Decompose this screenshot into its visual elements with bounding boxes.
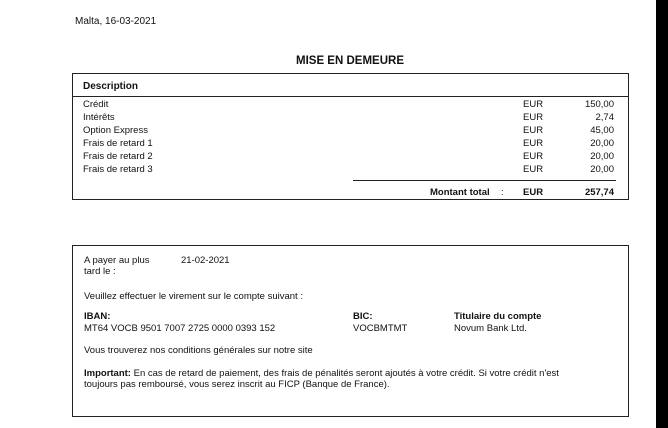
charge-amount: 150,00 — [584, 99, 614, 110]
charge-row — [73, 151, 628, 164]
pay-by-date: 21-02-2021 — [181, 255, 230, 266]
place-date: Malta, 16-03-2021 — [75, 16, 157, 27]
charge-currency: EUR — [523, 138, 544, 149]
charge-row — [73, 112, 628, 125]
pay-by-label-line: A payer au plus — [84, 255, 150, 266]
charge-amount: 2,74 — [595, 112, 614, 123]
bic-value: VOCBMTMT — [353, 323, 408, 334]
bic-label: BIC: — [353, 311, 373, 322]
charge-label: Crédit — [83, 99, 109, 110]
charge-label: Frais de retard 2 — [83, 151, 153, 162]
payment-box — [72, 245, 629, 417]
charge-amount: 20,00 — [590, 138, 614, 149]
charge-label: Frais de retard 1 — [83, 138, 153, 149]
charge-currency: EUR — [523, 151, 544, 162]
charge-label: Frais de retard 3 — [83, 164, 153, 175]
charges-summary-box — [72, 73, 629, 200]
pay-by-label — [84, 255, 150, 277]
transfer-instruction: Veuillez effectuer le virement sur le compte suivant : — [84, 291, 303, 302]
terms-notice: Vous trouverez nos conditions générales sur notre site — [84, 345, 313, 356]
charge-label: Intérêts — [83, 112, 115, 123]
charge-row — [73, 164, 628, 177]
total-amount: 257,74 — [584, 187, 614, 198]
account-holder-label: Titulaire du compte — [454, 311, 542, 322]
iban-value: MT64 VOCB 9501 7007 2725 0000 0393 152 — [84, 323, 276, 334]
document-title: MISE EN DEMEURE — [296, 55, 404, 67]
important-text-line2: toujours pas remboursé, vous serez inscrit au FICP (Banque de France). — [84, 379, 390, 390]
iban-label: IBAN: — [84, 311, 111, 322]
important-label: Important: — [84, 368, 131, 379]
charge-row — [73, 138, 628, 151]
total-colon: : — [501, 187, 504, 198]
important-notice — [84, 368, 559, 390]
description-header-label: Description — [83, 81, 139, 92]
charge-row — [73, 125, 628, 138]
total-currency: EUR — [523, 187, 544, 198]
charge-label: Option Express — [83, 125, 148, 136]
charge-currency: EUR — [523, 164, 544, 175]
description-header — [73, 74, 628, 97]
account-holder-value: Novum Bank Ltd. — [454, 323, 527, 334]
charge-amount: 20,00 — [590, 151, 614, 162]
pay-by-label-line: tard le : — [84, 266, 116, 277]
charge-currency: EUR — [523, 112, 544, 123]
total-label: Montant total — [430, 187, 490, 198]
charge-amount: 45,00 — [590, 125, 614, 136]
charge-currency: EUR — [523, 99, 544, 110]
charge-currency: EUR — [523, 125, 544, 136]
total-separator — [353, 180, 616, 181]
charge-amount: 20,00 — [590, 164, 614, 175]
important-text-line1: En cas de retard de paiement, des frais de pénalités seront ajoutés à votre crédit. Si votre crédit n'est — [130, 368, 559, 379]
charge-row — [73, 99, 628, 112]
